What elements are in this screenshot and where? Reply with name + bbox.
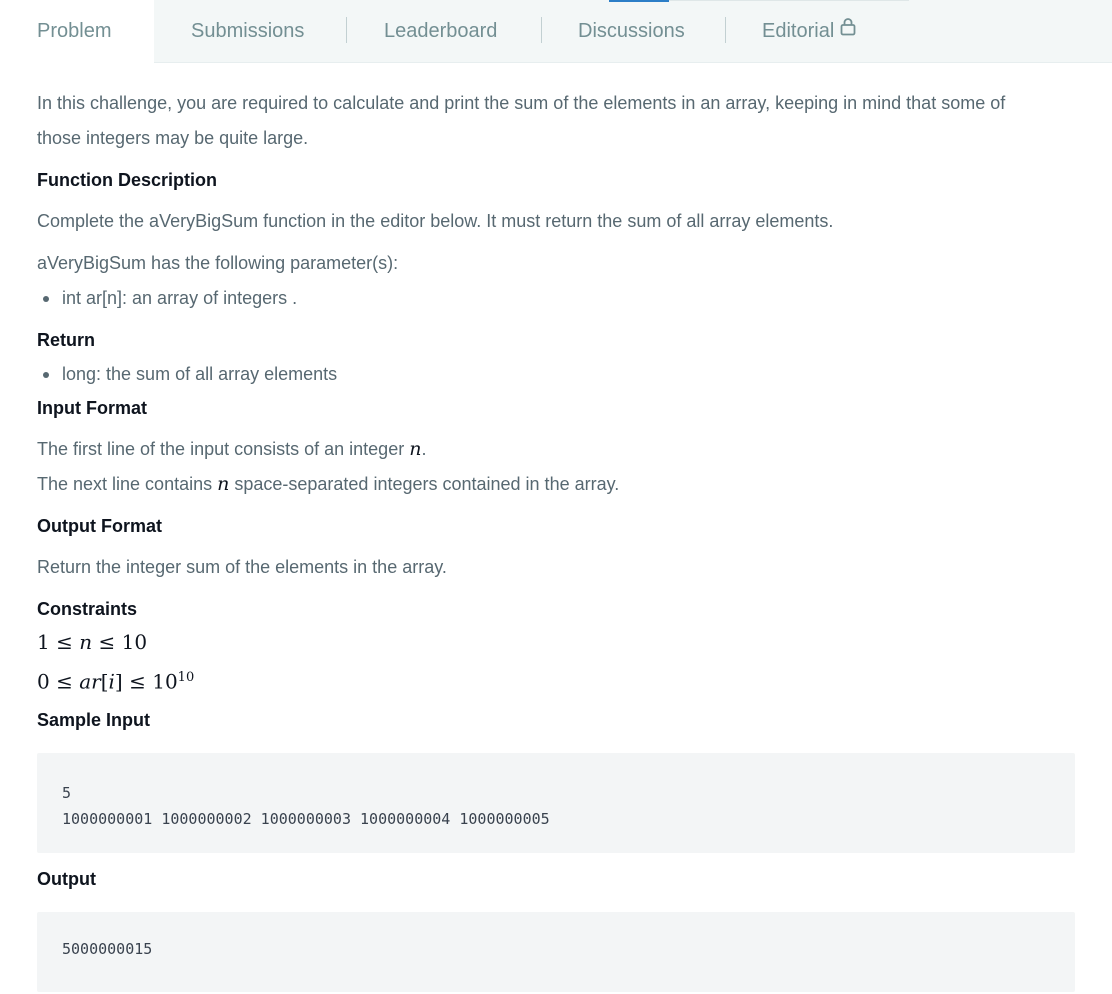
text: [ <box>100 669 109 694</box>
code-line: 5000000015 <box>62 939 153 958</box>
tab-discussions-label: Discussions <box>578 20 685 42</box>
text: i <box>108 669 115 694</box>
problem-statement <box>37 86 1075 992</box>
return-heading: Return <box>37 330 95 350</box>
text: The first line of the input consists of an integer <box>37 439 410 459</box>
tab-leaderboard-label: Leaderboard <box>384 20 498 42</box>
tab-problem[interactable] <box>0 0 154 63</box>
text: space-separated integers contained in the array. <box>229 474 620 494</box>
sample-output-block <box>37 912 1075 992</box>
tab-submissions-label: Submissions <box>191 20 305 42</box>
constraint-2 <box>37 660 1075 700</box>
text: The next line contains <box>37 474 218 494</box>
text: 10 <box>177 670 195 685</box>
text: . <box>421 439 427 459</box>
output-heading: Output <box>37 868 96 889</box>
text: ≤ <box>129 669 146 694</box>
tab-editorial-label: Editorial <box>762 20 835 42</box>
text: 1 <box>37 630 50 654</box>
text: ≤ <box>56 669 73 694</box>
tab-problem-label: Problem <box>37 20 112 42</box>
tab-divider <box>346 17 347 43</box>
input-format-line-2 <box>37 467 1075 502</box>
sample-input-block <box>37 753 1075 853</box>
input-format-heading: Input Format <box>37 398 147 418</box>
intro-line-1: In this challenge, you are required to calculate and print the sum of the elements in an array, keeping in mind that some of <box>37 93 1006 113</box>
function-description-text: Complete the aVeryBigSum function in the editor below. It must return the sum of all array elements. <box>37 211 834 231</box>
text: ≤ <box>56 630 73 654</box>
params-intro: aVeryBigSum has the following parameter(s): <box>37 253 399 273</box>
tab-divider <box>541 17 542 43</box>
tab-discussions[interactable] <box>578 0 685 62</box>
text: ≤ <box>98 630 116 654</box>
text: 0 <box>37 669 50 694</box>
tab-leaderboard[interactable] <box>384 0 497 62</box>
code-line: 1000000001 1000000002 1000000003 1000000004 1000000005 <box>62 809 550 828</box>
tab-bar <box>0 0 1112 63</box>
intro-line-2: those integers may be quite large. <box>37 128 309 148</box>
tab-divider <box>725 17 726 43</box>
text: 10 <box>121 630 148 654</box>
list-item: long: the sum of all array elements <box>37 357 1075 392</box>
constraints-heading: Constraints <box>37 599 138 619</box>
constraint-1 <box>37 625 1075 660</box>
input-format-line-1 <box>37 432 1075 467</box>
code-line: 5 <box>62 783 72 802</box>
function-description-heading: Function Description <box>37 170 217 190</box>
list-item: int ar[n]: an array of integers . <box>37 281 1075 316</box>
output-format-text: Return the integer sum of the elements in the array. <box>37 557 447 577</box>
sample-input-heading: Sample Input <box>37 709 151 730</box>
tab-submissions[interactable] <box>191 0 304 62</box>
text: n <box>79 630 93 654</box>
var-n: n <box>409 438 422 460</box>
lock-icon <box>840 0 856 61</box>
var-n: n <box>217 473 230 495</box>
tab-editorial[interactable] <box>762 0 856 62</box>
text: ar <box>79 669 101 694</box>
params-list <box>37 281 1075 316</box>
output-format-heading: Output Format <box>37 516 162 536</box>
text: 10 <box>152 669 178 694</box>
text: ] <box>114 669 123 694</box>
return-list <box>37 357 1075 392</box>
